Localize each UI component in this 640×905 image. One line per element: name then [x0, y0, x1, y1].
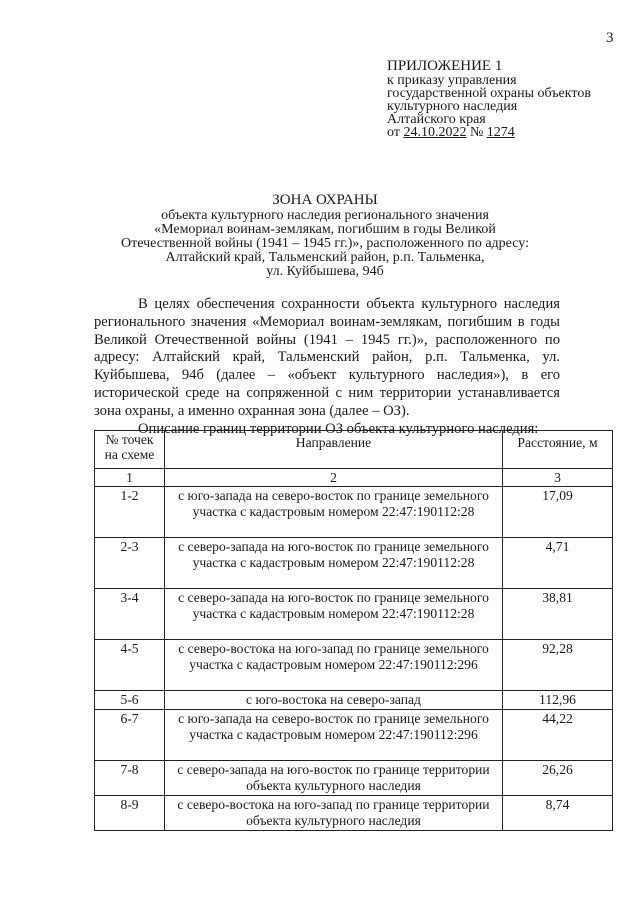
- appendix-line: культурного наследия: [387, 99, 518, 114]
- boundary-table: [94, 430, 613, 831]
- header-direction: Направление: [165, 431, 503, 469]
- cell-points: 5-6: [95, 691, 165, 710]
- appendix-line: к приказу управления: [387, 73, 517, 88]
- appendix-line: государственной охраны объектов: [387, 86, 591, 101]
- cell-distance: 112,96: [503, 691, 613, 710]
- intro-paragraph: В целях обеспечения сохранности объекта культурного наследия регионального значения «Мемориал воинам-землякам, погибшим в годы Великой Отечественной войны (1941 – 1945 гг.)», расположенного по адресу: Алтайский край, Тальменский район, р.п. Тальменка, ул. Куйбышева, 94б (далее – «объект культурного наследия»), в его исторической среде на сопряженной с ним территории устанавливается зона охраны, а именно охранная зона (далее – ОЗ).: [94, 296, 560, 419]
- appendix-title: ПРИЛОЖЕНИЕ 1: [387, 58, 503, 74]
- header-distance: Расстояние, м: [503, 431, 613, 469]
- cell-direction: с северо-востока на юго-запад по границе земельного участка с кадастровым номером 22:47:190112:296: [165, 640, 503, 691]
- appendix-line: Алтайского края: [387, 112, 486, 127]
- heading-line: объекта культурного наследия регионального значения: [161, 208, 489, 223]
- column-number-row: [95, 469, 613, 487]
- cell-direction: с северо-запада на юго-восток по границе земельного участка с кадастровым номером 22:47:190112:28: [165, 589, 503, 640]
- header-points: № точек на схеме: [95, 431, 165, 469]
- table-caption: Описание границ территории ОЗ объекта культурного наследия:: [138, 420, 539, 437]
- cell-distance: 38,81: [503, 589, 613, 640]
- table-row: [95, 796, 613, 831]
- cell-points: 3-4: [95, 589, 165, 640]
- cell-points: 8-9: [95, 796, 165, 831]
- table-row: [95, 538, 613, 589]
- zone-title: ЗОНА ОХРАНЫ: [272, 192, 378, 208]
- table-row: [95, 710, 613, 761]
- page-number: 3: [606, 30, 614, 46]
- table-row: [95, 761, 613, 796]
- cell-points: 4-5: [95, 640, 165, 691]
- cell-points: 6-7: [95, 710, 165, 761]
- heading-line: Отечественной войны (1941 – 1945 гг.)», расположенного по адресу:: [121, 236, 529, 251]
- table-row: [95, 640, 613, 691]
- cell-direction: с северо-востока на юго-запад по границе территории объекта культурного наследия: [165, 796, 503, 831]
- cell-direction: с юго-запада на северо-восток по границе земельного участка с кадастровым номером 22:47:190112:28: [165, 487, 503, 538]
- cell-direction: с северо-запада на юго-восток по границе территории объекта культурного наследия: [165, 761, 503, 796]
- table-row: [95, 691, 613, 710]
- cell-distance: 92,28: [503, 640, 613, 691]
- order-date: 24.10.2022: [403, 125, 467, 140]
- cell-distance: 26,26: [503, 761, 613, 796]
- column-number: 3: [503, 469, 613, 487]
- table-row: [95, 589, 613, 640]
- cell-direction: с юго-запада на северо-восток по границе земельного участка с кадастровым номером 22:47:190112:296: [165, 710, 503, 761]
- cell-distance: 17,09: [503, 487, 613, 538]
- date-prefix: от: [387, 125, 400, 140]
- cell-distance: 8,74: [503, 796, 613, 831]
- cell-distance: 44,22: [503, 710, 613, 761]
- number-prefix: №: [469, 125, 484, 140]
- column-number: 1: [95, 469, 165, 487]
- cell-points: 2-3: [95, 538, 165, 589]
- cell-points: 1-2: [95, 487, 165, 538]
- cell-direction: с юго-востока на северо-запад: [165, 691, 503, 710]
- heading-line: ул. Куйбышева, 94б: [266, 264, 384, 279]
- cell-distance: 4,71: [503, 538, 613, 589]
- order-number: 1274: [486, 125, 515, 140]
- heading-line: Алтайский край, Тальменский район, р.п. Тальменка,: [165, 250, 485, 265]
- table-header-row: [95, 431, 613, 469]
- table-row: [95, 487, 613, 538]
- heading-line: «Мемориал воинам-землякам, погибшим в годы Великой: [154, 222, 496, 237]
- cell-points: 7-8: [95, 761, 165, 796]
- appendix-date-line: [387, 126, 591, 139]
- appendix-block: [387, 58, 591, 139]
- cell-direction: с северо-запада на юго-восток по границе земельного участка с кадастровым номером 22:47:190112:28: [165, 538, 503, 589]
- document-heading: [90, 192, 560, 279]
- body-text: [94, 296, 560, 438]
- column-number: 2: [165, 469, 503, 487]
